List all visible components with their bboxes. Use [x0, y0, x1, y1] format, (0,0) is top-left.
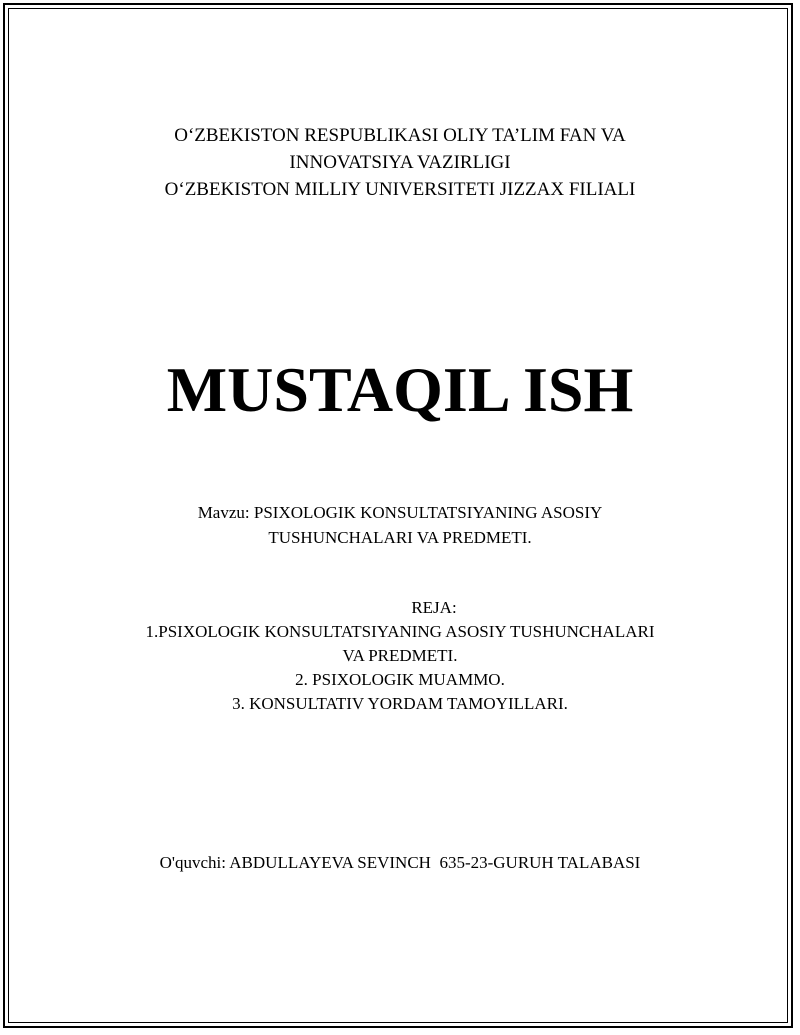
header-line: O‘ZBEKISTON MILLIY UNIVERSITETI JIZZAX FILIALI	[164, 179, 636, 200]
plan-item: 3. KONSULTATIV YORDAM TAMOYILLARI.	[232, 694, 568, 713]
document-title: MUSTAQIL ISH	[166, 354, 634, 425]
plan-item: 2. PSIXOLOGIK MUAMMO.	[295, 670, 505, 689]
plan-block	[0, 596, 800, 716]
student-info: O'quvchi: ABDULLAYEVA SEVINCH 635-23-GURUH TALABASI	[159, 853, 641, 872]
topic-block	[0, 500, 800, 550]
topic-line: TUSHUNCHALARI VA PREDMETI.	[268, 528, 532, 547]
header-line: O‘ZBEKISTON RESPUBLIKASI OLIY TA’LIM FAN VA	[174, 125, 626, 146]
plan-heading: REJA:	[411, 598, 457, 617]
header-line: INNOVATSIYA VAZIRLIGI	[289, 152, 511, 173]
plan-item: 1.PSIXOLOGIK KONSULTATSIYANING ASOSIY TUSHUNCHALARI	[145, 622, 655, 641]
ministry-header	[0, 122, 800, 203]
topic-line: Mavzu: PSIXOLOGIK KONSULTATSIYANING ASOSIY	[197, 503, 603, 522]
plan-item: VA PREDMETI.	[342, 646, 458, 665]
